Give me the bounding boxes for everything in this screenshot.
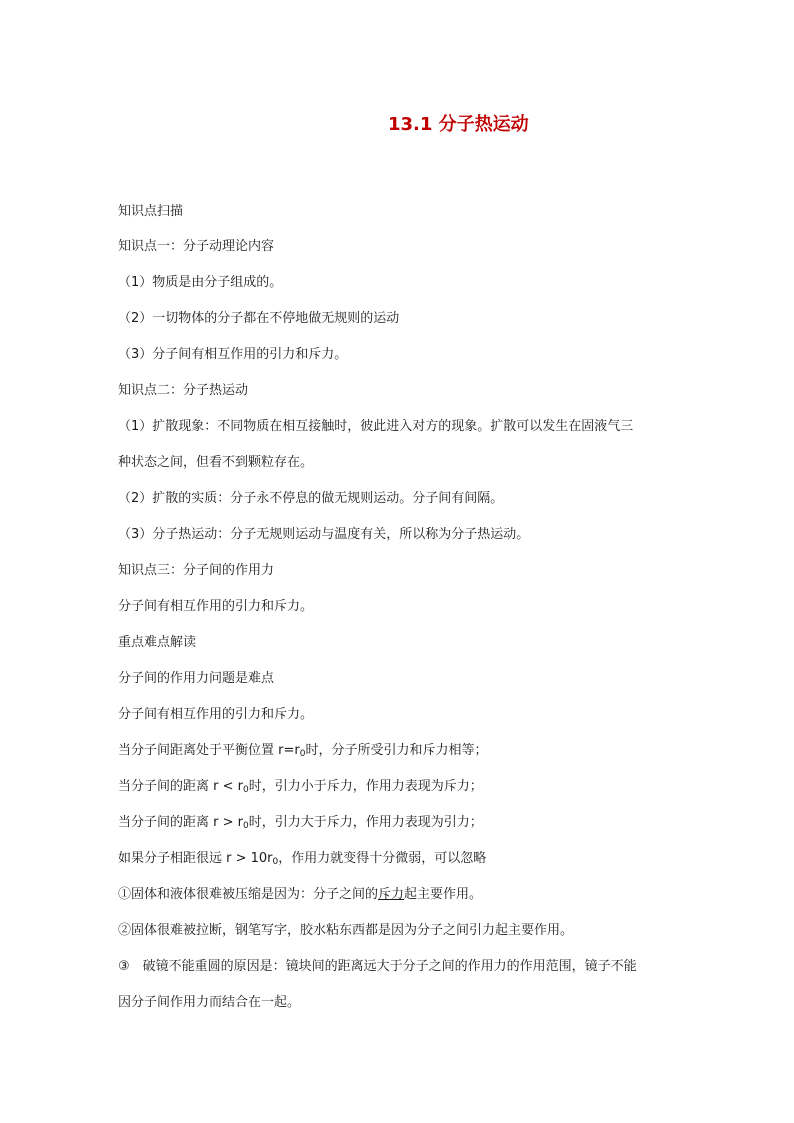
list-item-3-continued: 因分子间作用力而结合在一起。	[118, 995, 301, 1010]
knowledge-point-heading: 知识点三：分子间的作用力	[118, 563, 275, 578]
paragraph: 分子间有相互作用的引力和斥力。	[118, 707, 314, 722]
page-title: 13.1 分子热运动	[388, 114, 529, 135]
knowledge-point-heading: 知识点一：分子动理论内容	[118, 239, 275, 254]
subscript: 0	[299, 749, 306, 759]
text-span: 当分子间的距离 r > r	[118, 815, 243, 830]
far-distance-statement	[118, 849, 486, 869]
subscript: 0	[242, 821, 249, 831]
paragraph: （3）分子间有相互作用的引力和斥力。	[118, 347, 348, 362]
text-span: 时，分子所受引力和斥力相等；	[305, 743, 488, 758]
paragraph: 种状态之间，但看不到颗粒存在。	[118, 455, 314, 470]
section-heading: 重点难点解读	[118, 635, 197, 650]
paragraph: （1）物质是由分子组成的。	[118, 275, 283, 290]
text-span: 时，引力大于斥力，作用力表现为引力；	[248, 815, 483, 830]
text-span: 当分子间的距离 r < r	[118, 779, 243, 794]
less-than-statement	[118, 777, 483, 797]
text-span: 当分子间距离处于平衡位置 r=r	[118, 743, 300, 758]
text-span: ①固体和液体很难被压缩是因为：分子之间的	[118, 887, 379, 902]
text-span: 时，引力小于斥力，作用力表现为斥力；	[248, 779, 483, 794]
paragraph: （2）一切物体的分子都在不停地做无规则的运动	[118, 311, 400, 326]
paragraph: （1）扩散现象：不同物质在相互接触时，彼此进入对方的现象。扩散可以发生在固液气三	[118, 419, 634, 434]
knowledge-point-heading: 知识点二：分子热运动	[118, 383, 249, 398]
paragraph: 分子间的作用力问题是难点	[118, 671, 275, 686]
subscript: 0	[242, 785, 249, 795]
paragraph: 分子间有相互作用的引力和斥力。	[118, 599, 314, 614]
subscript: 0	[272, 857, 279, 867]
paragraph: （2）扩散的实质：分子永不停息的做无规则运动。分子间有间隔。	[118, 491, 504, 506]
equilibrium-statement	[118, 741, 487, 761]
section-heading: 知识点扫描	[118, 204, 184, 219]
text-span: 如果分子相距很远 r > 10r	[118, 851, 273, 866]
list-item-3: ③ 破镜不能重圆的原因是：镜块间的距离远大于分子之间的作用力的作用范围，镜子不能	[118, 959, 637, 974]
paragraph: （3）分子热运动：分子无规则运动与温度有关，所以称为分子热运动。	[118, 527, 530, 542]
text-span: ，作用力就变得十分微弱，可以忽略	[278, 851, 487, 866]
list-item-1	[118, 885, 482, 905]
text-span: 起主要作用。	[404, 887, 483, 902]
greater-than-statement	[118, 813, 483, 833]
underlined-term: 斥力	[378, 887, 405, 902]
list-item-2: ②固体很难被拉断，钢笔写字，胶水粘东西都是因为分子之间引力起主要作用。	[118, 923, 574, 938]
